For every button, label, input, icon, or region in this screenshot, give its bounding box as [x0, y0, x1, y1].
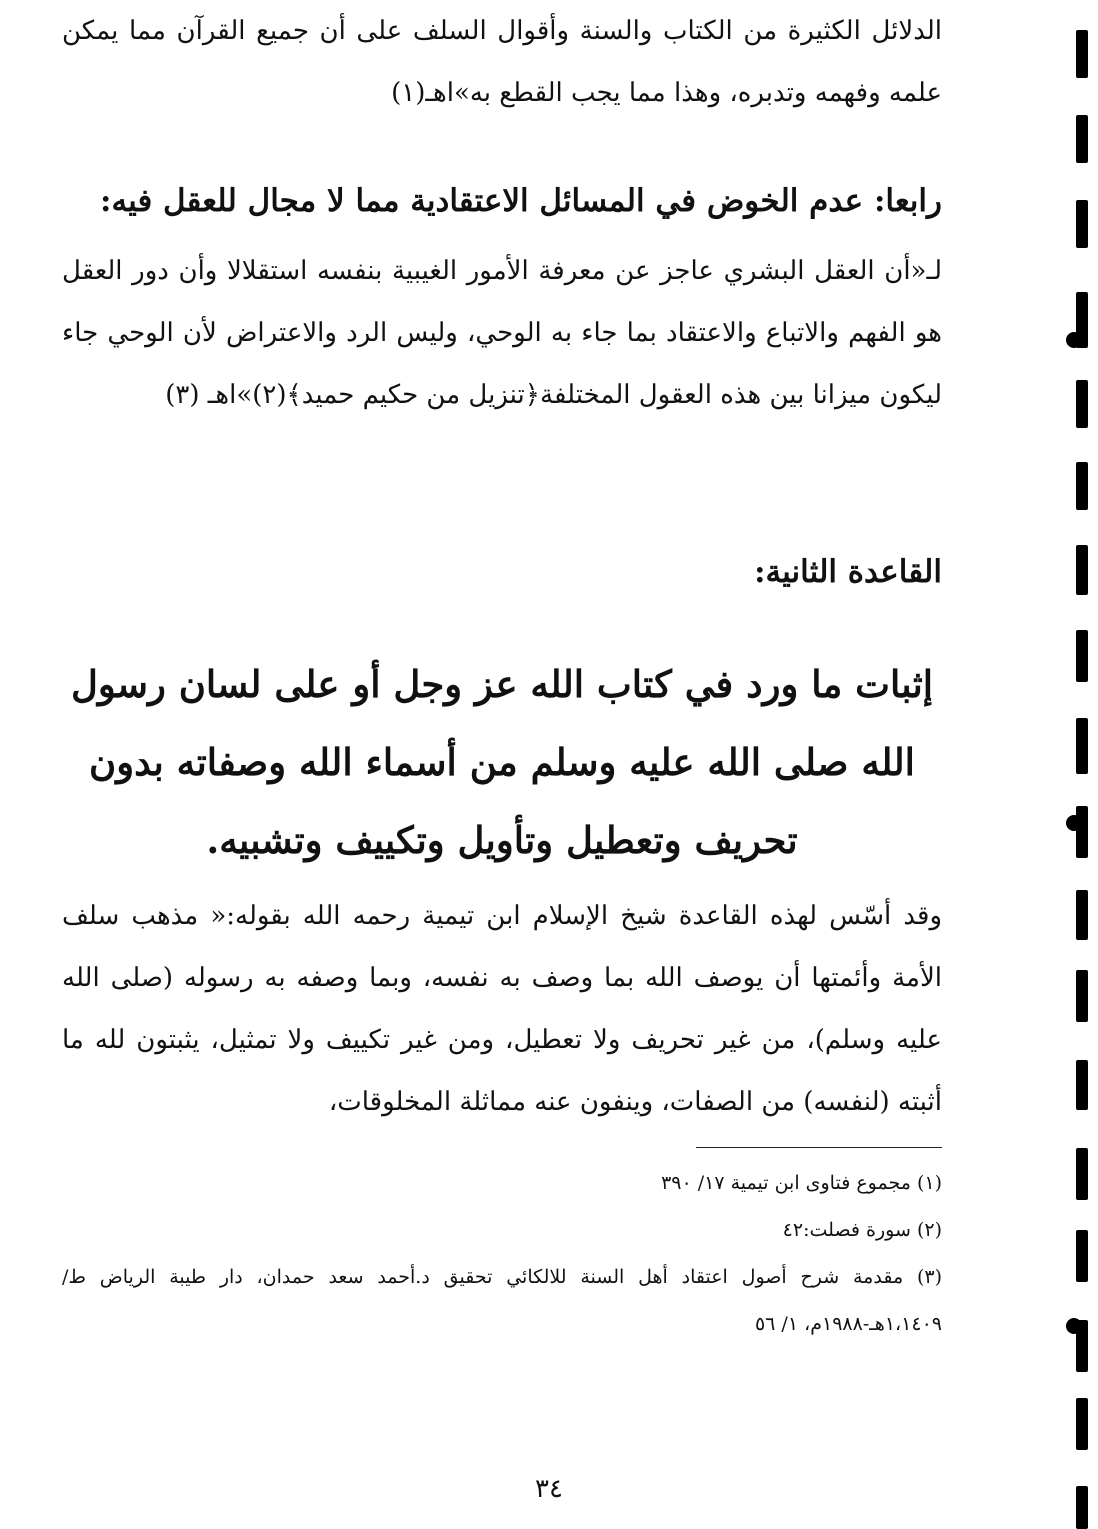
binding-bar	[1076, 890, 1088, 940]
binding-bar	[1076, 630, 1088, 682]
binding-bar	[1076, 545, 1088, 595]
footnote-3: (٣) مقدمة شرح أصول اعتقاد أهل السنة للالكائي تحقيق د.أحمد سعد حمدان، دار طيبة الرياض ط/١،١٤٠٩هـ-١٩٨٨م، ١/ ٥٦	[62, 1266, 942, 1335]
section-heading-four: رابعا: عدم الخوض في المسائل الاعتقادية مما لا مجال للعقل فيه:	[100, 183, 942, 219]
rule-two-paragraph: وقد أسّس لهذه القاعدة شيخ الإسلام ابن تيمية رحمه الله بقوله:« مذهب سلف الأمة وأئمتها أن يوصف الله بما وصف به نفسه، وبما وصفه به رسوله (صلى الله عليه وسلم)، من غير تحريف ولا تعطيل، ومن غير تكييف ولا تمثيل، يثبتون لله ما أثبته (لنفسه) من الصفات، وينفون عنه مماثلة المخلوقات،	[62, 901, 942, 1117]
rule-two-statement: إثبات ما ورد في كتاب الله عز وجل أو على لسان رسول الله صلى الله عليه وسلم من أسماء الله وصفاته بدون تحريف وتعطيل وتأويل وتكييف وتشبيه.	[70, 662, 934, 862]
section-four-paragraph: لـ«أن العقل البشري عاجز عن معرفة الأمور الغيبية بنفسه استقلالا وأن دور العقل هو الفهم والاتباع والاعتقاد بما جاء به الوحي، وليس الرد والاعتراض لأن الوحي جاء ليكون ميزانا بين هذه العقول المختلفة﴿تنزيل من حكيم حميد﴾(٢)»اهـ (٣)	[62, 256, 942, 410]
binding-bar	[1076, 380, 1088, 428]
binding-bar	[1076, 806, 1088, 858]
page-number: ٣٤	[535, 1474, 563, 1504]
binding-bar	[1076, 1060, 1088, 1110]
binding-edge-marks	[1066, 0, 1098, 1529]
binding-bar	[1076, 30, 1088, 78]
binding-bar	[1076, 718, 1088, 774]
footnotes	[62, 1160, 942, 1348]
binding-bar	[1076, 200, 1088, 248]
footnote-separator	[696, 1147, 942, 1148]
binding-bar	[1076, 1486, 1088, 1529]
rule-two-title: القاعدة الثانية:	[754, 554, 942, 590]
binding-bar	[1076, 970, 1088, 1022]
binding-bar	[1076, 1398, 1088, 1450]
binding-hole	[1066, 815, 1082, 831]
binding-bar	[1076, 462, 1088, 510]
intro-paragraph: الدلائل الكثيرة من الكتاب والسنة وأقوال السلف على أن جميع القرآن مما يمكن علمه وفهمه وتدبره، وهذا مما يجب القطع به»اهـ(١)	[62, 16, 942, 108]
text-column	[62, 0, 942, 1529]
footnote-2: (٢) سورة فصلت:٤٢	[782, 1219, 942, 1241]
binding-hole	[1066, 1318, 1082, 1334]
binding-bar	[1076, 1148, 1088, 1200]
binding-bar	[1076, 115, 1088, 163]
footnote-1: (١) مجموع فتاوى ابن تيمية ١٧/ ٣٩٠	[661, 1172, 942, 1194]
binding-hole	[1066, 332, 1082, 348]
binding-bar	[1076, 1230, 1088, 1282]
